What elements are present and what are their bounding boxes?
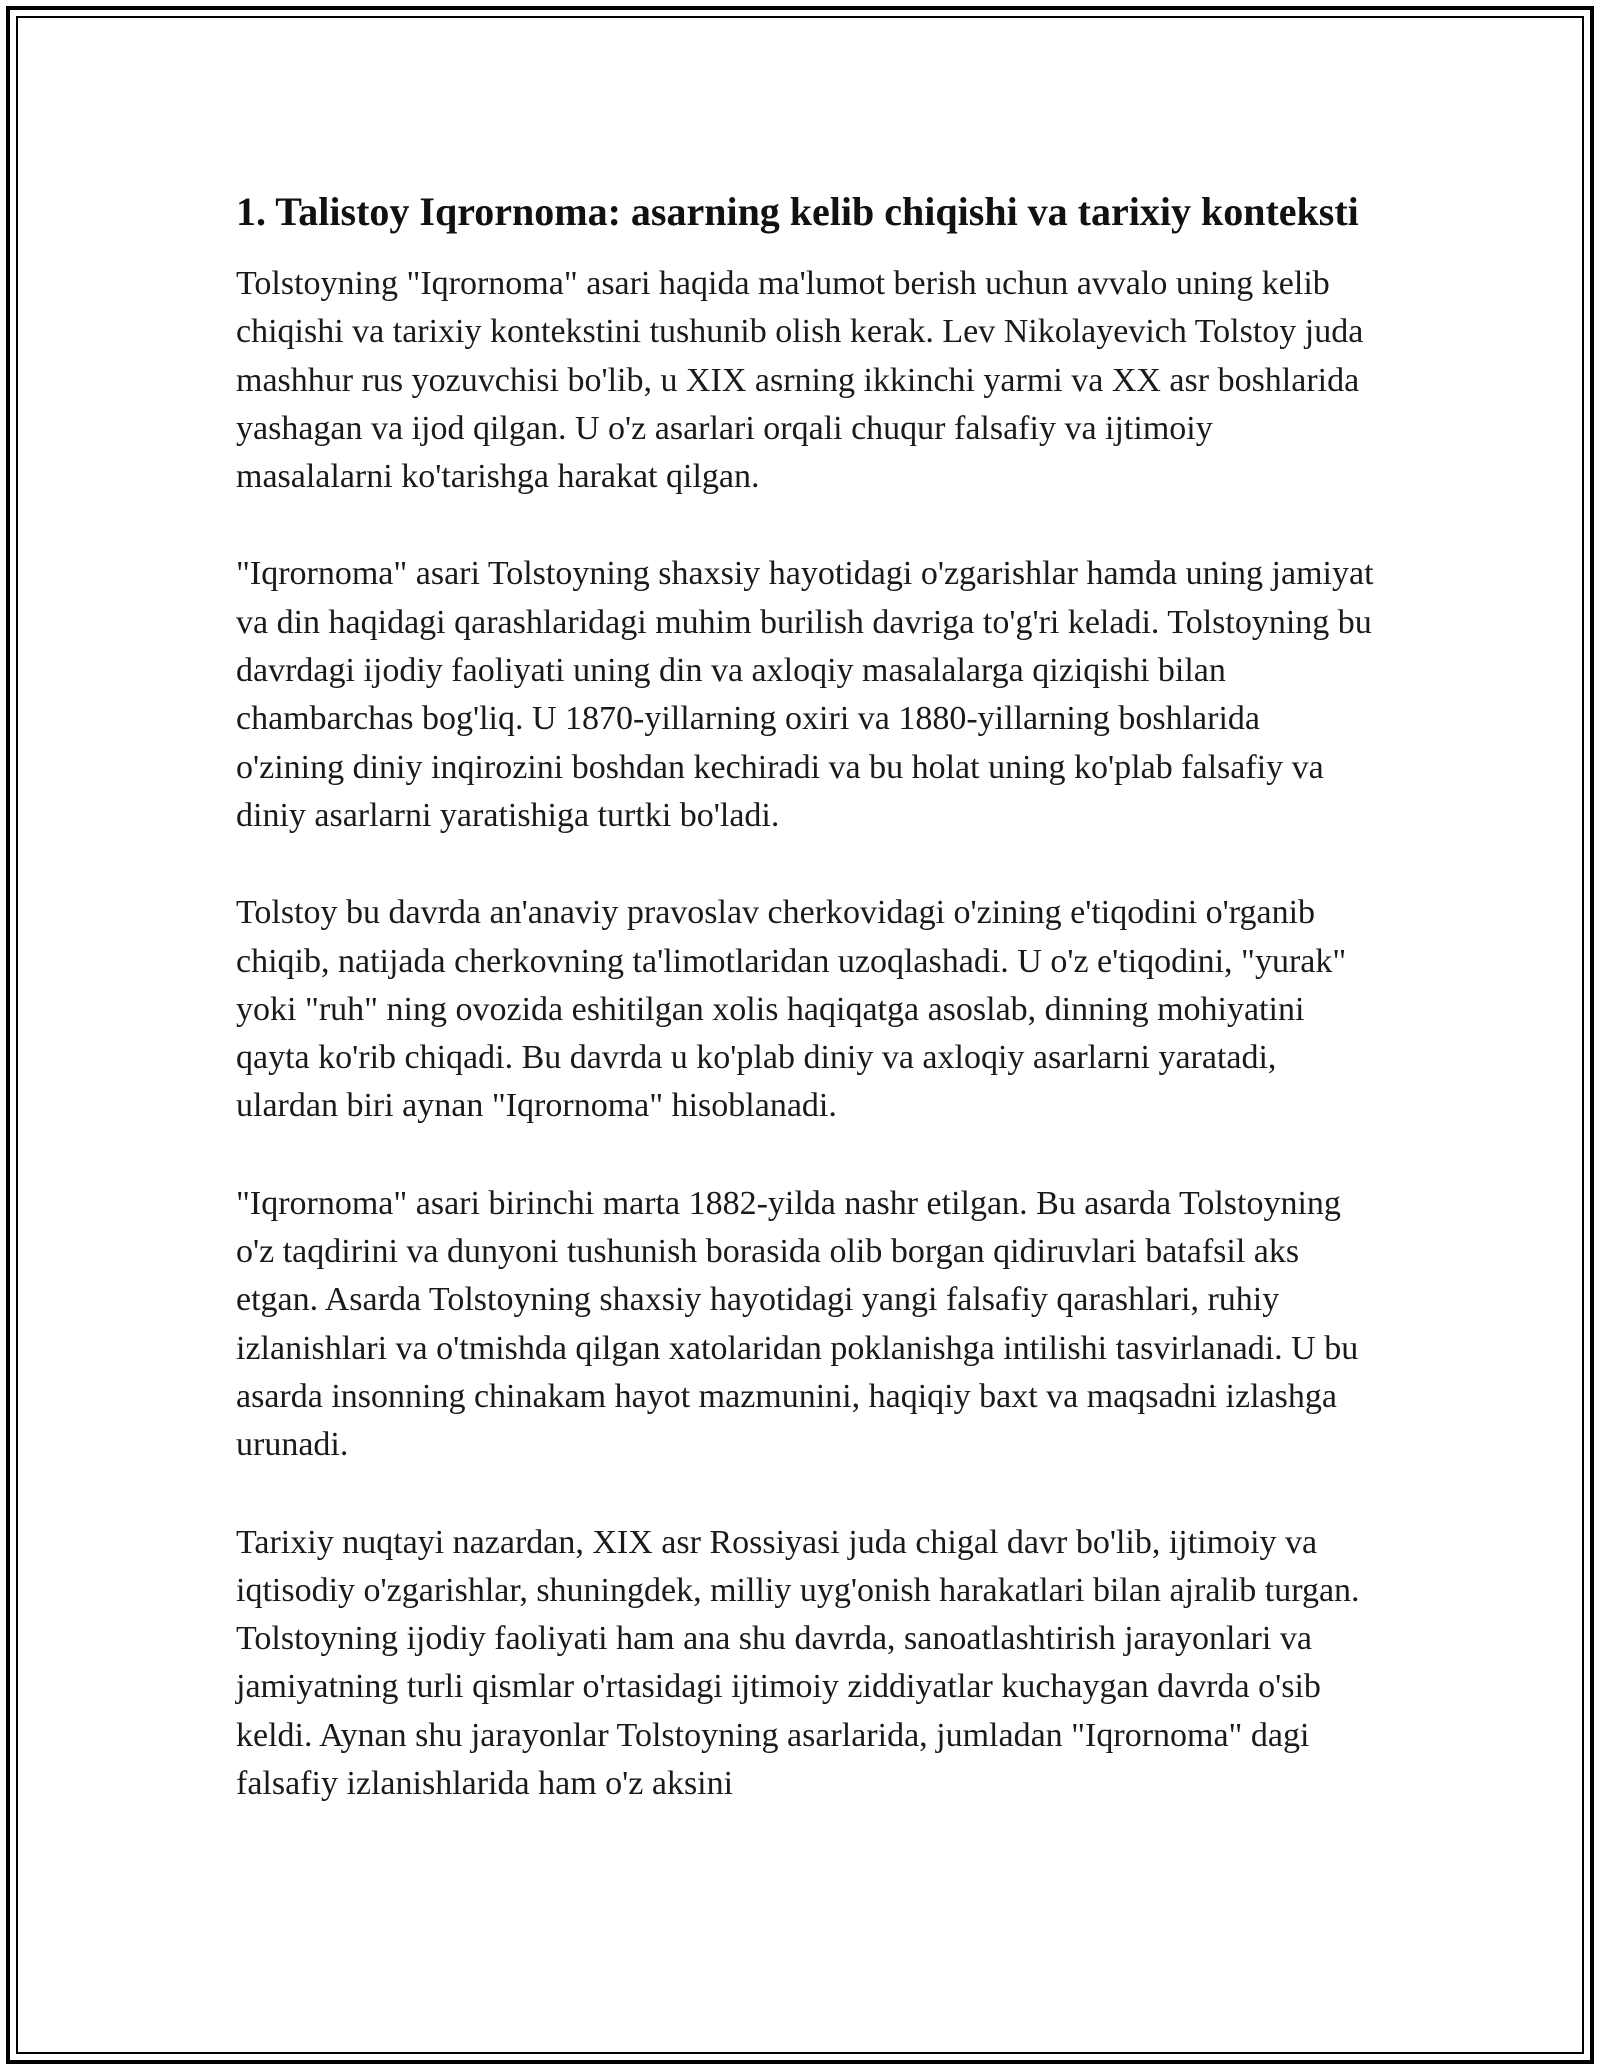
document-body (236, 184, 1376, 1857)
paragraph-1: Tolstoyning "Iqrornoma" asari haqida ma'lumot berish uchun avvalo uning kelib chiqishi va tarixiy kontekstini tushunib olish kerak. Lev Nikolayevich Tolstoy juda mashhur rus yozuvchisi bo'lib, u XIX asrning ikkinchi yarmi va XX asr boshlarida yashagan va ijod qilgan. U o'z asarlari orqali chuqur falsafiy va ijtimoiy masalalarni ko'tarishga harakat qilgan. (236, 265, 1364, 496)
paragraph-4: "Iqrornoma" asari birinchi marta 1882-yilda nashr etilgan. Bu asarda Tolstoyning o'z taqdirini va dunyoni tushunish borasida olib borgan qidiruvlari batafsil aks etgan. Asarda Tolstoyning shaxsiy hayotidagi yangi falsafiy qarashlari, ruhiy izlanishlari va o'tmishda qilgan xatolaridan poklanishga intilishi tasvirlanadi. U bu asarda insonning chinakam hayot mazmunini, haqiqiy baxt va maqsadni izlashga urunadi. (236, 1184, 1359, 1464)
paragraph-3: Tolstoy bu davrda an'anaviy pravoslav cherkovidagi o'zining e'tiqodini o'rganib chiqib, natijada cherkovning ta'limotlaridan uzoqlashadi. U o'z e'tiqodini, "yurak" yoki "ruh" ning ovozida eshitilgan xolis haqiqatga asoslab, dinning mohiyatini qayta ko'rib chiqadi. Bu davrda u ko'plab diniy va axloqiy asarlarni yaratadi, ulardan biri aynan "Iqrornoma" hisoblanadi. (236, 894, 1347, 1125)
section-heading: 1. Talistoy Iqrornoma: asarning kelib chiqishi va tarixiy konteksti (236, 189, 1359, 234)
paragraph-2: "Iqrornoma" asari Tolstoyning shaxsiy hayotidagi o'zgarishlar hamda uning jamiyat va din haqidagi qarashlaridagi muhim burilish davriga to'g'ri keladi. Tolstoyning bu davrdagi ijodiy faoliyati uning din va axloqiy masalalarga qiziqishi bilan chambarchas bog'liq. U 1870-yillarning oxiri va 1880-yillarning boshlarida o'zining diniy inqirozini boshdan kechiradi va bu holat uning ko'plab falsafiy va diniy asarlarni yaratishiga turtki bo'ladi. (236, 555, 1374, 834)
paragraph-5: Tarixiy nuqtayi nazardan, XIX asr Rossiyasi juda chigal davr bo'lib, ijtimoiy va iqtisodiy o'zgarishlar, shuningdek, milliy uyg'onish harakatlari bilan ajralib turgan. Tolstoyning ijodiy faoliyati ham ana shu davrda, sanoatlashtirish jarayonlari va jamiyatning turli qismlar o'rtasidagi ijtimoiy ziddiyatlar kuchaygan davrda o'sib keldi. Aynan shu jarayonlar Tolstoyning asarlarida, jumladan "Iqrornoma" dagi falsafiy izlanishlarida ham o'z aksini (236, 1523, 1360, 1803)
